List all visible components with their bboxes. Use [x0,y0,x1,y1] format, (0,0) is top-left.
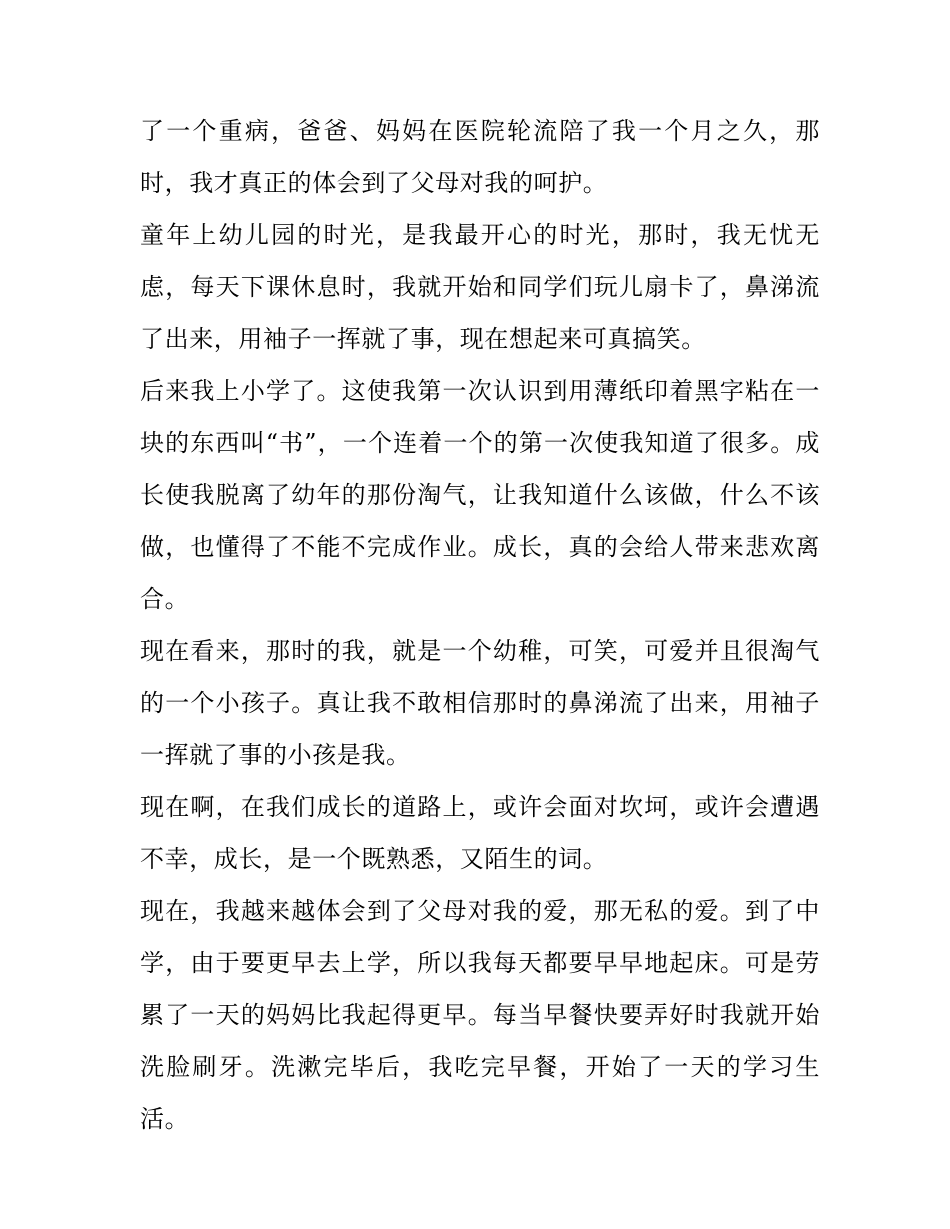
paragraph: 了一个重病，爸爸、妈妈在医院轮流陪了我一个月之久，那时，我才真正的体会到了父母对我的呵护。 [140,117,820,197]
paragraph: 童年上幼儿园的时光，是我最开心的时光，那时，我无忧无虑，每天下课休息时，我就开始和同学们玩儿扇卡了，鼻涕流了出来，用袖子一挥就了事，现在想起来可真搞笑。 [140,221,820,353]
paragraph: 现在啊，在我们成长的道路上，或许会面对坎坷，或许会遭遇不幸，成长，是一个既熟悉，又陌生的词。 [140,793,820,873]
paragraph: 现在看来，那时的我，就是一个幼稚，可笑，可爱并且很淘气的一个小孩子。真让我不敢相信那时的鼻涕流了出来，用袖子一挥就了事的小孩是我。 [140,637,820,769]
paragraph: 现在，我越来越体会到了父母对我的爱，那无私的爱。到了中学，由于要更早去上学，所以我每天都要早早地起床。可是劳累了一天的妈妈比我起得更早。每当早餐快要弄好时我就开始洗脸刷牙。洗漱完毕后，我吃完早餐，开始了一天的学习生活。 [140,897,820,1133]
paragraph: 后来我上小学了。这使我第一次认识到用薄纸印着黑字粘在一块的东西叫“书”，一个连着一个的第一次使我知道了很多。成长使我脱离了幼年的那份淘气，让我知道什么该做，什么不该做，也懂得了不能不完成作业。成长，真的会给人带来悲欢离合。 [140,377,820,613]
document-body [140,105,820,1145]
